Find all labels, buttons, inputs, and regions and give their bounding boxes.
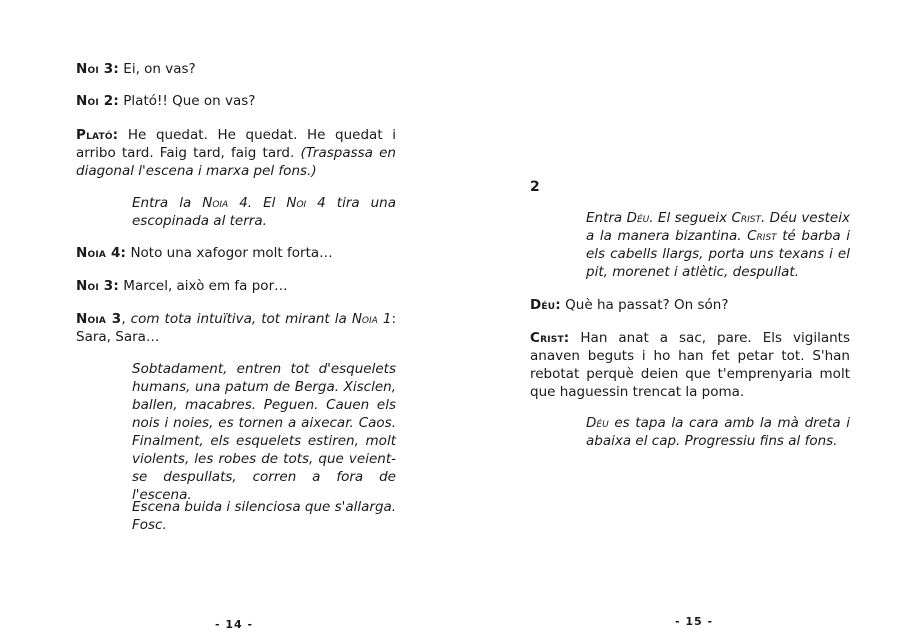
speaker-crist: Crist: [530,330,570,346]
character-name: Déu [626,210,650,226]
character-name: Crist [731,210,762,226]
speaker-deu: Déu: [530,297,561,313]
dialogue-crist [530,329,850,401]
character-name: Crist [747,228,777,244]
stage-direction-3: Escena buida i silenciosa que s'allarga. Fosc. [132,499,397,533]
dialogue-text: He quedat. He quedat. He quedat i arribo tard. Faig tard, faig tard. [76,127,396,161]
scene-number: 2 [530,179,540,195]
dialogue-noi2 [76,92,396,110]
speaker-plato: Plató: [76,127,119,143]
page-number: - 14 - [214,618,254,631]
dialogue-deu [530,296,850,314]
speaker-noi3: Noi 3: [76,278,119,294]
dialogue-noi3 [76,60,396,78]
stage-direction-1: Entra la Noia 4. El Noi 4 tira una escopinada al terra. [132,195,397,229]
dialogue-plato [76,126,396,180]
right-page [456,0,912,640]
character-name: Déu [586,415,609,431]
stage-direction-inline: (Traspassa en diagonal l'escena i marxa pel fons.) [76,145,396,179]
dialogue-noi3-b [76,277,396,295]
stage-direction-2: Déu es tapa la cara amb la mà dreta i abaixa el cap. Progressiu fins al fons. [586,415,850,449]
speaker-noi3: Noi 3: [76,61,119,77]
dialogue-text: Què ha passat? On són? [560,297,729,313]
character-name: Noi 4 [286,195,326,211]
character-name: Noia 1 [351,311,392,327]
dialogue-text: Plató!! Que on vas? [119,93,256,109]
stage-direction-2: Sobtadament, entren tot d'esquelets humans, una patum de Berga. Xisclen, ballen, macabres. Peguen. Cauen els nois i noies, es tornen a aixecar. Caos. Finalment, els esquelets estiren, molt violents, les robes de tots, que veient-se despullats, corren a fora de l'escena. [132,361,396,503]
dialogue-text: Han anat a sac, pare. Els vigilants anaven beguts i ho han fet petar tot. S'han rebotat perquè deien que t'emprenyaria molt que haguessin trencat la poma. [530,330,850,400]
dialogue-noia3: Noia 3, com tota intuïtiva, tot mirant la Noia 1: Sara, Sara… [76,311,396,345]
character-name: Noia 4 [202,195,248,211]
speaker-noi2: Noi 2: [76,93,119,109]
dialogue-text: Ei, on vas? [119,61,196,77]
dialogue-text: Noto una xafogor molt forta… [126,245,333,261]
speaker-noia3: Noia 3 [76,311,122,327]
stage-direction-1: Entra Déu. El segueix Crist. Déu vesteix a la manera bizantina. Crist té barba i els cabells llargs, porta uns texans i el pit, morenet i atlètic, despullat. [586,210,850,280]
page-number: - 15 - [674,615,714,628]
dialogue-text: Marcel, això em fa por… [119,278,288,294]
dialogue-noia4 [76,244,396,262]
speaker-noia4: Noia 4: [76,245,127,261]
